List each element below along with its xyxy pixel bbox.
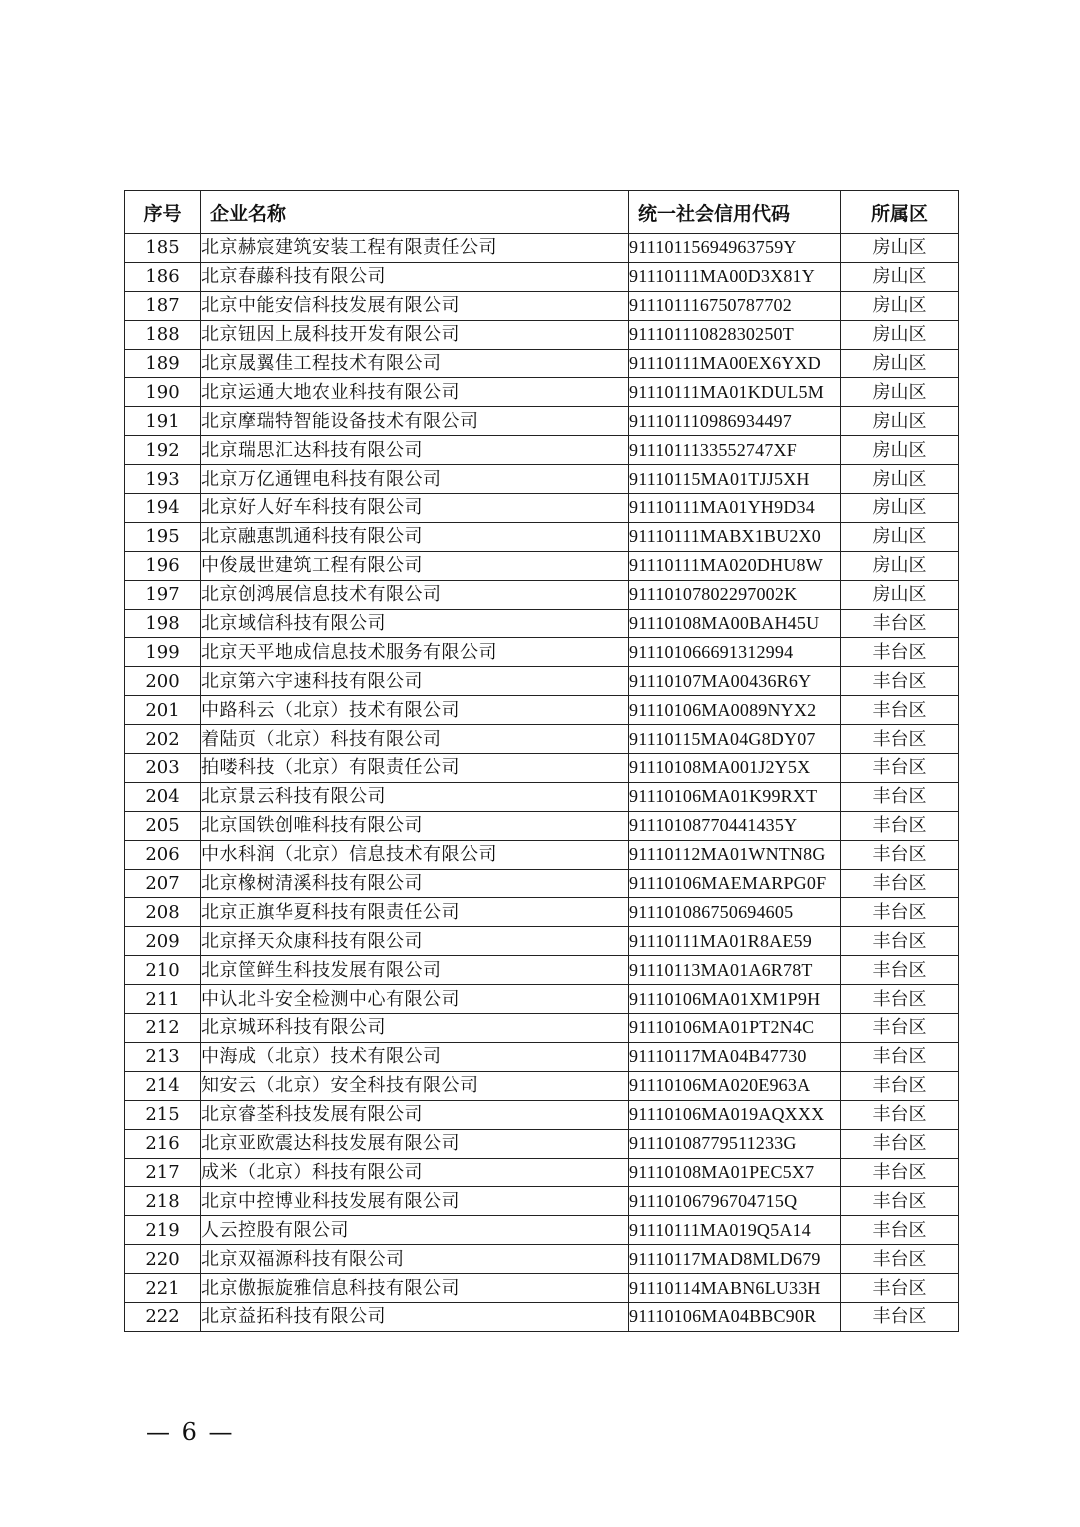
cell-company-name: 北京景云科技有限公司 xyxy=(201,782,629,811)
cell-district: 丰台区 xyxy=(841,1274,959,1303)
cell-company-name: 人云控股有限公司 xyxy=(201,1216,629,1245)
cell-company-name: 北京钮因上晟科技开发有限公司 xyxy=(201,320,629,349)
cell-district: 房山区 xyxy=(841,234,959,263)
cell-no: 216 xyxy=(125,1129,201,1158)
table-row xyxy=(125,436,959,465)
table-row xyxy=(125,1245,959,1274)
table-row xyxy=(125,927,959,956)
cell-company-name: 北京融惠凯通科技有限公司 xyxy=(201,522,629,551)
cell-district: 丰台区 xyxy=(841,1100,959,1129)
cell-district: 房山区 xyxy=(841,494,959,523)
cell-company-name: 成米（北京）科技有限公司 xyxy=(201,1158,629,1187)
cell-credit-code: 91110111MA00D3X81Y xyxy=(629,262,841,291)
cell-company-name: 北京摩瑞特智能设备技术有限公司 xyxy=(201,407,629,436)
header-no: 序号 xyxy=(125,191,201,234)
table-row xyxy=(125,840,959,869)
cell-no: 192 xyxy=(125,436,201,465)
cell-district: 房山区 xyxy=(841,291,959,320)
cell-district: 丰台区 xyxy=(841,725,959,754)
cell-credit-code: 9111011133552747XF xyxy=(629,436,841,465)
table-row xyxy=(125,465,959,494)
header-district: 所属区 xyxy=(841,191,959,234)
table-row xyxy=(125,725,959,754)
table-row xyxy=(125,1216,959,1245)
cell-no: 215 xyxy=(125,1100,201,1129)
cell-company-name: 北京城环科技有限公司 xyxy=(201,1014,629,1043)
cell-company-name: 拍喽科技（北京）有限责任公司 xyxy=(201,754,629,783)
cell-no: 221 xyxy=(125,1274,201,1303)
cell-credit-code: 91110107802297002K xyxy=(629,580,841,609)
cell-company-name: 北京益拓科技有限公司 xyxy=(201,1302,629,1331)
cell-credit-code: 91110111MA01YH9D34 xyxy=(629,494,841,523)
cell-company-name: 北京亚欧震达科技发展有限公司 xyxy=(201,1129,629,1158)
table-row xyxy=(125,1100,959,1129)
cell-no: 218 xyxy=(125,1187,201,1216)
cell-district: 丰台区 xyxy=(841,811,959,840)
cell-no: 191 xyxy=(125,407,201,436)
cell-credit-code: 91110111MA01R8AE59 xyxy=(629,927,841,956)
cell-no: 222 xyxy=(125,1302,201,1331)
cell-no: 197 xyxy=(125,580,201,609)
cell-credit-code: 91110108MA00BAH45U xyxy=(629,609,841,638)
cell-district: 房山区 xyxy=(841,378,959,407)
cell-district: 丰台区 xyxy=(841,754,959,783)
cell-district: 房山区 xyxy=(841,465,959,494)
cell-no: 210 xyxy=(125,956,201,985)
table-row xyxy=(125,609,959,638)
cell-credit-code: 91110106MAEMARPG0F xyxy=(629,869,841,898)
cell-company-name: 北京创鸿展信息技术有限公司 xyxy=(201,580,629,609)
cell-credit-code: 91110106MA0089NYX2 xyxy=(629,696,841,725)
cell-district: 丰台区 xyxy=(841,638,959,667)
table-row xyxy=(125,985,959,1014)
cell-no: 195 xyxy=(125,522,201,551)
enterprise-table xyxy=(124,190,959,1332)
cell-company-name: 北京国铁创唯科技有限公司 xyxy=(201,811,629,840)
cell-company-name: 知安云（北京）安全科技有限公司 xyxy=(201,1071,629,1100)
cell-credit-code: 91110117MA04B47730 xyxy=(629,1042,841,1071)
cell-district: 丰台区 xyxy=(841,869,959,898)
table-row xyxy=(125,1042,959,1071)
table-row xyxy=(125,262,959,291)
cell-district: 丰台区 xyxy=(841,1187,959,1216)
cell-credit-code: 91110106MA01K99RXT xyxy=(629,782,841,811)
cell-no: 193 xyxy=(125,465,201,494)
cell-no: 189 xyxy=(125,349,201,378)
table-row xyxy=(125,494,959,523)
cell-no: 190 xyxy=(125,378,201,407)
cell-district: 丰台区 xyxy=(841,1129,959,1158)
cell-district: 丰台区 xyxy=(841,1071,959,1100)
cell-no: 203 xyxy=(125,754,201,783)
cell-company-name: 北京筐鲜生科技发展有限公司 xyxy=(201,956,629,985)
table-row xyxy=(125,1274,959,1303)
cell-no: 200 xyxy=(125,667,201,696)
cell-company-name: 北京双福源科技有限公司 xyxy=(201,1245,629,1274)
cell-district: 丰台区 xyxy=(841,985,959,1014)
cell-company-name: 中认北斗安全检测中心有限公司 xyxy=(201,985,629,1014)
cell-district: 丰台区 xyxy=(841,696,959,725)
cell-no: 220 xyxy=(125,1245,201,1274)
cell-credit-code: 91110106MA019AQXXX xyxy=(629,1100,841,1129)
table-row xyxy=(125,1071,959,1100)
table-row xyxy=(125,754,959,783)
cell-credit-code: 91110113MA01A6R78T xyxy=(629,956,841,985)
cell-district: 丰台区 xyxy=(841,1158,959,1187)
cell-credit-code: 91110107MA00436R6Y xyxy=(629,667,841,696)
table-row xyxy=(125,811,959,840)
cell-credit-code: 91110115694963759Y xyxy=(629,234,841,263)
cell-company-name: 北京正旗华夏科技有限责任公司 xyxy=(201,898,629,927)
cell-credit-code: 91110117MAD8MLD679 xyxy=(629,1245,841,1274)
cell-no: 202 xyxy=(125,725,201,754)
table-body xyxy=(125,234,959,1332)
cell-district: 房山区 xyxy=(841,436,959,465)
table-row xyxy=(125,234,959,263)
table-row xyxy=(125,869,959,898)
cell-company-name: 北京瑞思汇达科技有限公司 xyxy=(201,436,629,465)
cell-district: 房山区 xyxy=(841,262,959,291)
cell-credit-code: 91110115MA04G8DY07 xyxy=(629,725,841,754)
cell-credit-code: 91110106MA020E963A xyxy=(629,1071,841,1100)
cell-credit-code: 91110111MA01KDUL5M xyxy=(629,378,841,407)
cell-credit-code: 91110106796704715Q xyxy=(629,1187,841,1216)
table-row xyxy=(125,956,959,985)
cell-district: 房山区 xyxy=(841,551,959,580)
cell-credit-code: 91110106MA01PT2N4C xyxy=(629,1014,841,1043)
cell-company-name: 中水科润（北京）信息技术有限公司 xyxy=(201,840,629,869)
cell-company-name: 北京万亿通锂电科技有限公司 xyxy=(201,465,629,494)
cell-company-name: 北京第六宇速科技有限公司 xyxy=(201,667,629,696)
cell-district: 丰台区 xyxy=(841,1245,959,1274)
cell-district: 丰台区 xyxy=(841,927,959,956)
cell-no: 201 xyxy=(125,696,201,725)
cell-no: 212 xyxy=(125,1014,201,1043)
page-number: — 6 — xyxy=(146,1418,235,1446)
table-header xyxy=(125,191,959,234)
cell-credit-code: 91110114MABN6LU33H xyxy=(629,1274,841,1303)
cell-company-name: 北京好人好车科技有限公司 xyxy=(201,494,629,523)
cell-no: 198 xyxy=(125,609,201,638)
cell-company-name: 北京春藤科技有限公司 xyxy=(201,262,629,291)
cell-district: 房山区 xyxy=(841,349,959,378)
cell-company-name: 北京择天众康科技有限公司 xyxy=(201,927,629,956)
cell-credit-code: 91110111082830250T xyxy=(629,320,841,349)
cell-credit-code: 91110108MA01PEC5X7 xyxy=(629,1158,841,1187)
cell-no: 205 xyxy=(125,811,201,840)
cell-no: 217 xyxy=(125,1158,201,1187)
cell-company-name: 北京晟翼佳工程技术有限公司 xyxy=(201,349,629,378)
cell-district: 房山区 xyxy=(841,407,959,436)
cell-no: 207 xyxy=(125,869,201,898)
cell-company-name: 北京睿荃科技发展有限公司 xyxy=(201,1100,629,1129)
table-row xyxy=(125,1187,959,1216)
cell-company-name: 北京傲振旋雅信息科技有限公司 xyxy=(201,1274,629,1303)
table-row xyxy=(125,1158,959,1187)
cell-company-name: 中俊晟世建筑工程有限公司 xyxy=(201,551,629,580)
cell-district: 房山区 xyxy=(841,522,959,551)
cell-company-name: 北京赫宸建筑安装工程有限责任公司 xyxy=(201,234,629,263)
cell-no: 194 xyxy=(125,494,201,523)
cell-district: 丰台区 xyxy=(841,1042,959,1071)
cell-no: 186 xyxy=(125,262,201,291)
cell-no: 219 xyxy=(125,1216,201,1245)
cell-company-name: 中路科云（北京）技术有限公司 xyxy=(201,696,629,725)
table-row xyxy=(125,551,959,580)
table-row xyxy=(125,1302,959,1331)
table-row xyxy=(125,782,959,811)
cell-district: 丰台区 xyxy=(841,609,959,638)
cell-district: 丰台区 xyxy=(841,840,959,869)
header-row xyxy=(125,191,959,234)
cell-no: 187 xyxy=(125,291,201,320)
cell-company-name: 北京橡树清溪科技有限公司 xyxy=(201,869,629,898)
header-name: 企业名称 xyxy=(201,191,629,234)
cell-credit-code: 91110111MA020DHU8W xyxy=(629,551,841,580)
table-row xyxy=(125,638,959,667)
table-row xyxy=(125,291,959,320)
table-row xyxy=(125,696,959,725)
cell-company-name: 北京域信科技有限公司 xyxy=(201,609,629,638)
cell-no: 206 xyxy=(125,840,201,869)
cell-credit-code: 911101110986934497 xyxy=(629,407,841,436)
cell-no: 209 xyxy=(125,927,201,956)
cell-credit-code: 91110112MA01WNTN8G xyxy=(629,840,841,869)
cell-district: 丰台区 xyxy=(841,667,959,696)
table-row xyxy=(125,349,959,378)
table-row xyxy=(125,378,959,407)
cell-no: 196 xyxy=(125,551,201,580)
cell-no: 204 xyxy=(125,782,201,811)
table-row xyxy=(125,1014,959,1043)
cell-credit-code: 91110111MA019Q5A14 xyxy=(629,1216,841,1245)
cell-credit-code: 91110108MA001J2Y5X xyxy=(629,754,841,783)
table-row xyxy=(125,1129,959,1158)
cell-district: 丰台区 xyxy=(841,898,959,927)
table-row xyxy=(125,898,959,927)
cell-no: 208 xyxy=(125,898,201,927)
cell-district: 丰台区 xyxy=(841,782,959,811)
cell-no: 185 xyxy=(125,234,201,263)
cell-district: 丰台区 xyxy=(841,1014,959,1043)
cell-company-name: 中海成（北京）技术有限公司 xyxy=(201,1042,629,1071)
cell-credit-code: 911101086750694605 xyxy=(629,898,841,927)
table-row xyxy=(125,667,959,696)
cell-credit-code: 91110106MA04BBC90R xyxy=(629,1302,841,1331)
cell-company-name: 北京中控博业科技发展有限公司 xyxy=(201,1187,629,1216)
cell-company-name: 北京天平地成信息技术服务有限公司 xyxy=(201,638,629,667)
cell-no: 199 xyxy=(125,638,201,667)
cell-district: 房山区 xyxy=(841,320,959,349)
cell-company-name: 北京中能安信科技发展有限公司 xyxy=(201,291,629,320)
cell-district: 丰台区 xyxy=(841,956,959,985)
cell-no: 188 xyxy=(125,320,201,349)
cell-no: 211 xyxy=(125,985,201,1014)
cell-credit-code: 911101116750787702 xyxy=(629,291,841,320)
cell-credit-code: 91110111MABX1BU2X0 xyxy=(629,522,841,551)
cell-district: 房山区 xyxy=(841,580,959,609)
cell-no: 213 xyxy=(125,1042,201,1071)
cell-credit-code: 911101066691312994 xyxy=(629,638,841,667)
cell-no: 214 xyxy=(125,1071,201,1100)
cell-credit-code: 91110106MA01XM1P9H xyxy=(629,985,841,1014)
cell-district: 丰台区 xyxy=(841,1302,959,1331)
cell-credit-code: 91110115MA01TJJ5XH xyxy=(629,465,841,494)
cell-company-name: 着陆页（北京）科技有限公司 xyxy=(201,725,629,754)
table-row xyxy=(125,580,959,609)
header-code: 统一社会信用代码 xyxy=(629,191,841,234)
cell-company-name: 北京运通大地农业科技有限公司 xyxy=(201,378,629,407)
table-row xyxy=(125,320,959,349)
cell-credit-code: 91110108779511233G xyxy=(629,1129,841,1158)
cell-district: 丰台区 xyxy=(841,1216,959,1245)
table-row xyxy=(125,407,959,436)
cell-credit-code: 91110108770441435Y xyxy=(629,811,841,840)
table-row xyxy=(125,522,959,551)
cell-credit-code: 91110111MA00EX6YXD xyxy=(629,349,841,378)
